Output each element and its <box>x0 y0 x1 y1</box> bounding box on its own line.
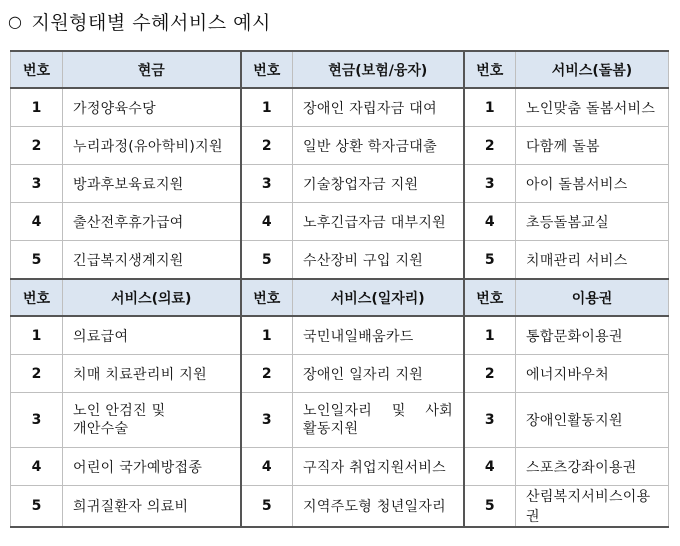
table-cell: 산림복지서비스이용권 <box>516 486 669 528</box>
table-row <box>11 486 669 528</box>
column-header-number: 번호 <box>241 279 293 316</box>
table-row <box>11 88 669 127</box>
row-number: 1 <box>464 316 516 355</box>
column-header-cash-insurance-loan: 현금(보험/융자) <box>293 51 464 88</box>
table-cell: 수산장비 구입 지원 <box>293 241 464 280</box>
cell-line: 노인 안검진 및 <box>73 403 166 419</box>
table-cell: 통합문화이용권 <box>516 316 669 355</box>
column-header-number: 번호 <box>241 51 293 88</box>
row-number: 3 <box>464 393 516 448</box>
column-header-number: 번호 <box>464 51 516 88</box>
table-row <box>11 448 669 486</box>
table-row <box>11 316 669 355</box>
cell-line: 활동지원 <box>303 421 359 437</box>
table-cell: 장애인 자립자금 대여 <box>293 88 464 127</box>
table-cell: 스포츠강좌이용권 <box>516 448 669 486</box>
table-cell: 치매관리 서비스 <box>516 241 669 280</box>
table-cell: 기술창업자금 지원 <box>293 165 464 203</box>
column-header-care-service: 서비스(돌봄) <box>516 51 669 88</box>
page-title-text: 지원형태별 수혜서비스 예시 <box>31 11 271 34</box>
column-header-job-service: 서비스(일자리) <box>293 279 464 316</box>
row-number: 5 <box>464 241 516 280</box>
row-number: 4 <box>11 448 63 486</box>
table-cell: 에너지바우처 <box>516 355 669 393</box>
row-number: 1 <box>464 88 516 127</box>
table-cell: 노후긴급자금 대부지원 <box>293 203 464 241</box>
table-cell: 지역주도형 청년일자리 <box>293 486 464 528</box>
table-row <box>11 203 669 241</box>
row-number: 1 <box>241 88 293 127</box>
row-number: 5 <box>241 486 293 528</box>
row-number: 3 <box>464 165 516 203</box>
table-cell: 방과후보육료지원 <box>63 165 241 203</box>
row-number: 4 <box>11 203 63 241</box>
table-cell <box>63 393 241 448</box>
page-title <box>8 6 271 36</box>
table-cell: 노인맞춤 돌봄서비스 <box>516 88 669 127</box>
row-number: 4 <box>241 203 293 241</box>
row-number: 3 <box>11 165 63 203</box>
row-number: 2 <box>241 355 293 393</box>
row-number: 2 <box>464 355 516 393</box>
row-number: 5 <box>11 241 63 280</box>
table-cell: 아이 돌봄서비스 <box>516 165 669 203</box>
table-cell: 누리과정(유아학비)지원 <box>63 127 241 165</box>
row-number: 2 <box>11 355 63 393</box>
column-header-number: 번호 <box>11 51 63 88</box>
row-number: 4 <box>241 448 293 486</box>
row-number: 5 <box>11 486 63 528</box>
table-cell: 장애인 일자리 지원 <box>293 355 464 393</box>
row-number: 1 <box>241 316 293 355</box>
row-number: 5 <box>241 241 293 280</box>
table-cell: 어린이 국가예방접종 <box>63 448 241 486</box>
table-header-row <box>11 51 669 88</box>
row-number: 2 <box>11 127 63 165</box>
table-cell: 장애인활동지원 <box>516 393 669 448</box>
row-number: 4 <box>464 448 516 486</box>
table-cell: 구직자 취업지원서비스 <box>293 448 464 486</box>
row-number: 4 <box>464 203 516 241</box>
table-cell: 일반 상환 학자금대출 <box>293 127 464 165</box>
table-cell: 희귀질환자 의료비 <box>63 486 241 528</box>
column-header-number: 번호 <box>464 279 516 316</box>
table-cell: 가정양육수당 <box>63 88 241 127</box>
column-header-voucher: 이용권 <box>516 279 669 316</box>
table-cell: 의료급여 <box>63 316 241 355</box>
table-row <box>11 393 669 448</box>
table-row <box>11 241 669 280</box>
table-row <box>11 165 669 203</box>
row-number: 2 <box>464 127 516 165</box>
table-cell: 출산전후휴가급여 <box>63 203 241 241</box>
table-cell <box>293 393 464 448</box>
table-cell: 초등돌봄교실 <box>516 203 669 241</box>
cell-line: 노인일자리 및 사회 <box>303 403 453 419</box>
row-number: 1 <box>11 316 63 355</box>
column-header-cash: 현금 <box>63 51 241 88</box>
cell-line: 개안수술 <box>73 421 129 437</box>
row-number: 3 <box>241 393 293 448</box>
column-header-medical-service: 서비스(의료) <box>63 279 241 316</box>
table-row <box>11 355 669 393</box>
row-number: 1 <box>11 88 63 127</box>
support-type-table <box>10 50 669 528</box>
table-cell: 국민내일배움카드 <box>293 316 464 355</box>
table-cell: 다함께 돌봄 <box>516 127 669 165</box>
row-number: 3 <box>241 165 293 203</box>
column-header-number: 번호 <box>11 279 63 316</box>
table-row <box>11 127 669 165</box>
circle-bullet-icon: ○ <box>8 11 23 31</box>
row-number: 2 <box>241 127 293 165</box>
row-number: 5 <box>464 486 516 528</box>
table-cell: 치매 치료관리비 지원 <box>63 355 241 393</box>
table-header-row <box>11 279 669 316</box>
row-number: 3 <box>11 393 63 448</box>
table-cell: 긴급복지생계지원 <box>63 241 241 280</box>
